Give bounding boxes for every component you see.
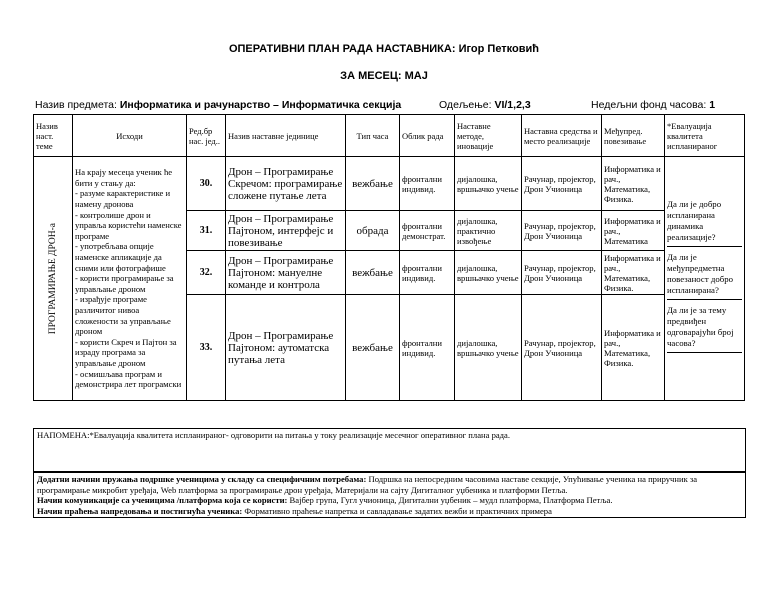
lesson-methods: дијалошка, вршњачко учење (455, 251, 522, 295)
class-line: Одељење: VI/1,2,3 (439, 99, 531, 111)
lesson-number: 32. (187, 251, 226, 295)
tracking-paragraph (37, 506, 742, 517)
plan-table (33, 114, 745, 401)
lesson-form: фронтални демонстрат. (400, 211, 455, 251)
lesson-number: 33. (187, 295, 226, 401)
fund-value: 1 (709, 99, 716, 111)
lesson-type: вежбање (346, 251, 400, 295)
lesson-correlation: Информатика и рач., Математика, Физика. (602, 295, 665, 401)
lesson-unit: Дрон – Програмирање Пајтоном, интерфејс и повезивање (226, 211, 346, 251)
evaluation-question: Да ли је добро испланирана динамика реализације? (667, 199, 742, 247)
lesson-means: Рачунар, пројектор, Дрон Учионица (522, 157, 602, 211)
lesson-unit: Дрон – Програмирање Пајтоном: мануелне команде и контрола (226, 251, 346, 295)
header-type: Тип часа (346, 115, 400, 157)
header-means: Наставна средства и место реализације (522, 115, 602, 157)
evaluation-question: Да ли је међупредметна повезаност добро испланирана? (667, 252, 742, 300)
lesson-number: 31. (187, 211, 226, 251)
remark-text: НАПОМЕНА:*Евалуација квалитета испланираног- одговорити на питања у току реализације месечног оперативног плана рада. (37, 430, 511, 440)
lesson-methods: дијалошка, вршњачко учење (455, 295, 522, 401)
lesson-means: Рачунар, пројектор, Дрон Учионица (522, 211, 602, 251)
fund-line: Недељни фонд часова: 1 (591, 99, 716, 111)
lesson-type: вежбање (346, 295, 400, 401)
teacher-name: Игор Петковић (458, 43, 540, 55)
class-value: VI/1,2,3 (494, 99, 531, 111)
header-number: Ред.бр нас. јед.. (187, 115, 226, 157)
lesson-correlation: Информатика и рач., Математика (602, 211, 665, 251)
outcomes-cell (73, 157, 187, 401)
tracking-label: Начин праћења напредовања и постигнућа ученика: (37, 505, 243, 516)
tracking-text: Формативно праћење напретка и савладавање задатих вежби и практичних примера (242, 505, 552, 516)
header-outcomes: Исходи (73, 115, 187, 157)
lesson-form: фронтални индивид. (400, 295, 455, 401)
header-evaluation: *Евалуација квалитета испланираног (665, 115, 745, 157)
communication-paragraph (37, 495, 742, 506)
lesson-number: 30. (187, 157, 226, 211)
lesson-methods: дијалошка, практично извођење (455, 211, 522, 251)
lesson-correlation: Информатика и рач., Математика, Физика. (602, 251, 665, 295)
remark-box (33, 428, 746, 472)
topic-label: ПРОГРАМИРАЊЕ ДРОН-а (48, 222, 58, 335)
header-form: Облик рада (400, 115, 455, 157)
header-methods: Наставне методе, иновације (455, 115, 522, 157)
document-title: ОПЕРАТИВНИ ПЛАН РАДА НАСТАВНИКА: Игор Петковић (228, 43, 540, 55)
table-row (34, 157, 745, 211)
communication-text: Вајбер група, Гугл учионица, Дигитални уџбеник – мудл платформа, Платформа Петља. (287, 495, 613, 505)
subject-value: Информатика и рачунарство – Информатичка секција (119, 99, 402, 111)
month-line: ЗА МЕСЕЦ: МАЈ (340, 70, 428, 82)
lesson-unit: Дрон – Програмирање Скречом: програмирање сложене путање лета (226, 157, 346, 211)
communication-label: Начин комуникације са ученицима /платформа која се користи: (37, 495, 288, 505)
lesson-unit: Дрон – Програмирање Пајтоном: аутоматска путања лета (226, 295, 346, 401)
header-unit: Назив наставне јединице (226, 115, 346, 157)
lesson-means: Рачунар, пројектор, Дрон Учионица (522, 295, 602, 401)
outcomes-text: На крају месеца ученик ће бити у стању да: - разуме карактеристике и намену дронова - контролише дрон и управља користећи наменске програме - употребљава опције наменске апликације да сними или фотографише - користи програмирање за управљање дроном - израђује програме различитог нивоа сложености за управљање дроном - користи Скреч и Пајтон за израду програма за управљање дроном - осмишљава програм и демонстрира лет програмски (75, 167, 182, 390)
support-label: Додатни начини пружања подршке ученицима у складу са специфичним потребама: (37, 474, 367, 484)
support-paragraph (37, 474, 742, 495)
lesson-methods: дијалошка, вршњачко учење (455, 157, 522, 211)
lesson-form: фронтални индивид. (400, 251, 455, 295)
lesson-type: вежбање (346, 157, 400, 211)
header-topic: Назив наст. теме (34, 115, 73, 157)
subject-line: Назив предмета: Информатика и рачунарство – Информатичка секција (35, 99, 402, 111)
lesson-means: Рачунар, пројектор, Дрон Учионица (522, 251, 602, 295)
lesson-type: обрада (346, 211, 400, 251)
topic-cell (34, 157, 73, 401)
evaluation-question: Да ли је за тему предвиђен одговарајући број часова? (667, 305, 742, 353)
support-text: Подршка на непосредним часовима наставе секције, Упућивање ученика на приручник за програмирање микробит уређаја, Web платформа за програмирање дрон уређаја, Материјали на сајту Дигиталног уџбеника и платформи Петља. (37, 474, 698, 495)
lesson-form: фронтални индивид. (400, 157, 455, 211)
support-box (33, 472, 746, 518)
evaluation-cell (665, 157, 745, 401)
header-correlation: Међупред. повезивање (602, 115, 665, 157)
lesson-correlation: Информатика и рач., Математика, Физика. (602, 157, 665, 211)
table-header-row (34, 115, 745, 157)
